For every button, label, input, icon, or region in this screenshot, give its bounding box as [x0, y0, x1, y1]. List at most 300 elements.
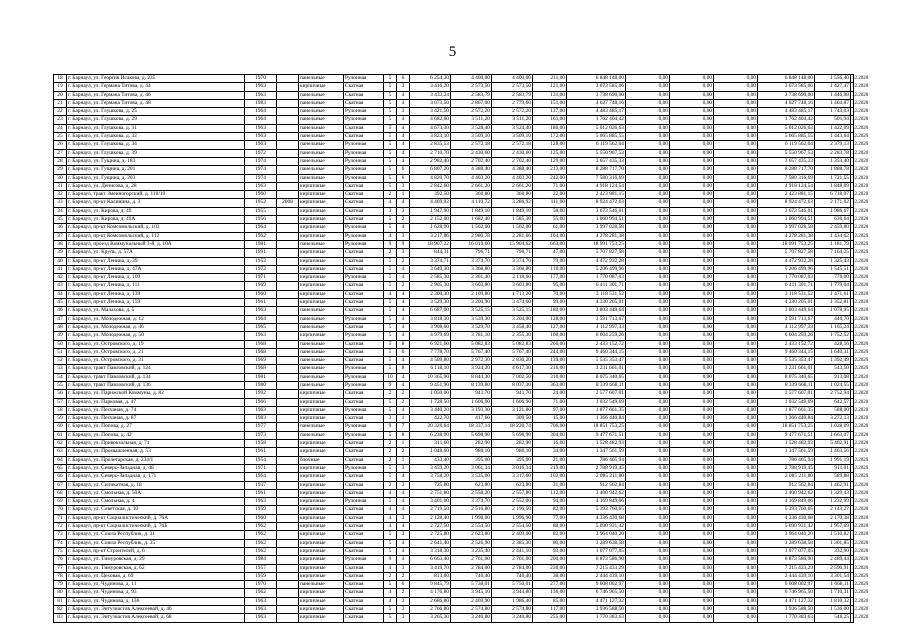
cell-roof-type: Скатная — [344, 481, 384, 489]
cell-roof-type: Скатная — [344, 506, 384, 514]
cell-unit-cost: 1 422,09 — [815, 124, 851, 132]
cell-unit-cost: 1 353,40 — [815, 157, 851, 165]
cell-floors: 4 — [384, 489, 397, 497]
cell-federal-funds: 0,00 — [626, 124, 670, 132]
table-row — [54, 307, 854, 315]
cell-unit-cost: 1 028,09 — [815, 423, 851, 431]
cell-floors: 5 — [384, 531, 397, 539]
cell-living-area: 3 509,10 — [451, 133, 492, 141]
cell-total-cost: 5 393 760,65 — [567, 506, 626, 514]
cell-residents: 15,00 — [533, 415, 567, 423]
cell-entrances: 4 — [397, 539, 410, 547]
cell-entrances: 4 — [397, 357, 410, 365]
cell-residential-area: 5 082,83 — [492, 340, 533, 348]
cell-floors: 2 — [384, 249, 397, 257]
cell-local-funds: 0,00 — [714, 415, 758, 423]
cell-residents: 102,00 — [533, 473, 567, 481]
cell-completion-date: 12.2020 — [852, 582, 869, 588]
cell-entrances: 4 — [397, 199, 410, 207]
cell-floors: 5 — [384, 83, 397, 91]
cell-total-area: 2 727,50 — [410, 523, 451, 531]
cell-regional-funds: 0,00 — [670, 124, 714, 132]
cell-total-area: 2 710,70 — [410, 149, 451, 157]
cell-year-reconstructed — [277, 224, 299, 232]
cell-federal-funds: 0,00 — [626, 75, 670, 83]
table-row — [54, 332, 854, 340]
cell-address: г. Барнаул, пр-кт Комсомольский, д. 112 — [67, 232, 245, 240]
table-row — [54, 572, 854, 580]
cell-row-number: 55 — [54, 381, 67, 389]
cell-completion-date: 12.2020 — [852, 192, 869, 198]
cell-local-funds: 0,00 — [714, 373, 758, 381]
cell-residential-area: 2 355,30 — [492, 332, 533, 340]
cell-row-number: 61 — [54, 431, 67, 439]
cell-completion-date: 12.2020 — [852, 441, 869, 447]
cell-year-built: 1962 — [245, 547, 277, 555]
cell-year-reconstructed — [277, 141, 299, 149]
cell-row-number: 51 — [54, 348, 67, 356]
cell-wall-material: панельные — [299, 174, 344, 182]
cell-row-number: 68 — [54, 489, 67, 497]
cell-residents: 77,00 — [533, 514, 567, 522]
cell-wall-material: панельные — [299, 91, 344, 99]
cell-living-area: 3 240,80 — [451, 614, 492, 622]
cell-residents: 85,00 — [533, 597, 567, 605]
cell-entrances: 4 — [397, 124, 410, 132]
cell-row-number: 37 — [54, 232, 67, 240]
cell-year-reconstructed — [277, 597, 299, 605]
cell-year-reconstructed — [277, 373, 299, 381]
cell-unit-cost: 1 556,40 — [815, 75, 851, 83]
cell-row-number: 63 — [54, 448, 67, 456]
cell-roof-type: Скатная — [344, 597, 384, 605]
cell-entrances: 1 — [397, 191, 410, 199]
cell-living-area: 2 980,78 — [451, 232, 492, 240]
cell-residential-area: 2 583,79 — [492, 91, 533, 99]
cell-total-area: 2 766,80 — [410, 606, 451, 614]
cell-regional-funds: 0,00 — [670, 182, 714, 190]
cell-row-number: 76 — [54, 556, 67, 564]
cell-wall-material: панельные — [299, 431, 344, 439]
cell-year-reconstructed — [277, 232, 299, 240]
cell-owners-funds: 1 770 383,63 — [758, 614, 815, 622]
cell-completion-date: 12.2020 — [852, 308, 869, 314]
cell-unit-cost: 1 181,79 — [815, 240, 851, 248]
cell-year-reconstructed — [277, 398, 299, 406]
cell-total-cost: 2 433 152,72 — [567, 340, 626, 348]
cell-federal-funds: 0,00 — [626, 390, 670, 398]
cell-local-funds: 0,00 — [714, 340, 758, 348]
cell-floors: 2 — [384, 572, 397, 580]
cell-wall-material: панельные — [299, 315, 344, 323]
cell-federal-funds: 0,00 — [626, 547, 670, 555]
cell-residential-area: 2 761,00 — [492, 556, 533, 564]
cell-roof-type: Скатная — [344, 390, 384, 398]
cell-entrances: 3 — [397, 514, 410, 522]
cell-living-area: 4 403,20 — [451, 174, 492, 182]
table-row — [54, 124, 854, 132]
cell-local-funds: 0,00 — [714, 556, 758, 564]
cell-residents: 242,00 — [533, 174, 567, 182]
cell-entrances: 4 — [397, 274, 410, 282]
cell-year-built: 1963 — [245, 133, 277, 141]
cell-roof-type: Рулонная — [344, 315, 384, 323]
cell-owners-funds: 912 562,84 — [758, 481, 815, 489]
cell-row-number: 41 — [54, 265, 67, 273]
cell-entrances: 4 — [397, 547, 410, 555]
cell-unit-cost: 1 443,64 — [815, 133, 851, 141]
cell-residents: 219,00 — [533, 464, 567, 472]
cell-entrances: 4 — [397, 473, 410, 481]
cell-owners-funds: 3 936 588,50 — [758, 606, 815, 614]
cell-wall-material: панельные — [299, 373, 344, 381]
cell-wall-material: кирпичные — [299, 299, 344, 307]
cell-wall-material: панельные — [299, 124, 344, 132]
cell-unit-cost: 3 301,54 — [815, 572, 851, 580]
cell-total-area: 2 686,80 — [410, 597, 451, 605]
cell-year-built: 1964 — [245, 224, 277, 232]
cell-roof-type: Скатная — [344, 398, 384, 406]
cell-wall-material: панельные — [299, 116, 344, 124]
cell-address: г. Барнаул, ул. Глушкова, д. 34 — [67, 141, 245, 149]
cell-total-cost: 6 848 148,00 — [567, 75, 626, 83]
cell-total-area: 422,70 — [410, 415, 451, 423]
cell-wall-material: кирпичные — [299, 464, 344, 472]
cell-living-area: 2 972,30 — [451, 357, 492, 365]
cell-owners-funds: 5 012 026,63 — [758, 124, 815, 132]
cell-regional-funds: 0,00 — [670, 348, 714, 356]
cell-completion-date: 12.2020 — [852, 416, 869, 422]
cell-wall-material: кирпичные — [299, 547, 344, 555]
cell-floors: 5 — [384, 182, 397, 190]
cell-living-area: 1 849,10 — [451, 207, 492, 215]
cell-floors: 4 — [384, 597, 397, 605]
cell-owners-funds: 4 112 997,33 — [758, 323, 815, 331]
cell-residential-area: 1 996,90 — [492, 514, 533, 522]
cell-unit-cost: 5 402,91 — [815, 440, 851, 448]
cell-unit-cost: 1 640,31 — [815, 348, 851, 356]
cell-row-number: 46 — [54, 307, 67, 315]
cell-owners-funds: 2 444 439,10 — [758, 572, 815, 580]
table-row — [54, 440, 854, 448]
cell-year-reconstructed — [277, 589, 299, 597]
cell-entrances: 4 — [397, 498, 410, 506]
table-row — [54, 108, 854, 116]
cell-total-cost: 6 411 301,71 — [567, 282, 626, 290]
cell-living-area: 2 572,20 — [451, 108, 492, 116]
cell-total-cost: 4 169 849,06 — [567, 498, 626, 506]
cell-total-cost: 5 065 885,55 — [567, 133, 626, 141]
cell-owners-funds: 1 032 549,69 — [758, 398, 815, 406]
cell-address: г. Барнаул, ул. Кирова, д. 49А — [67, 216, 245, 224]
cell-entrances: 4 — [397, 315, 410, 323]
cell-total-area: 3 758,20 — [410, 473, 451, 481]
table-row — [54, 75, 854, 83]
cell-local-funds: 0,00 — [714, 133, 758, 141]
cell-unit-cost: 7 164,25 — [815, 249, 851, 257]
cell-completion-date: 12.2020 — [852, 424, 869, 430]
cell-regional-funds: 0,00 — [670, 506, 714, 514]
table-row — [54, 481, 854, 489]
cell-living-area: 3 374,70 — [451, 498, 492, 506]
cell-row-number: 31 — [54, 182, 67, 190]
cell-local-funds: 0,00 — [714, 232, 758, 240]
cell-residential-area: 2 572,20 — [492, 108, 533, 116]
cell-floors: 5 — [384, 174, 397, 182]
cell-residents: 112,00 — [533, 489, 567, 497]
cell-total-area: 3 318,30 — [410, 547, 451, 555]
cell-roof-type: Скатная — [344, 182, 384, 190]
cell-year-reconstructed — [277, 473, 299, 481]
cell-roof-type: Скатная — [344, 606, 384, 614]
cell-row-number: 59 — [54, 415, 67, 423]
cell-residential-area: 1 606,90 — [492, 398, 533, 406]
cell-row-number: 53 — [54, 365, 67, 373]
cell-federal-funds: 0,00 — [626, 464, 670, 472]
cell-living-area: 2 572,18 — [451, 141, 492, 149]
cell-year-reconstructed — [277, 166, 299, 174]
table-row — [54, 99, 854, 107]
cell-residents: 177,00 — [533, 274, 567, 282]
cell-residents: 55,00 — [533, 216, 567, 224]
cell-year-reconstructed — [277, 274, 299, 282]
cell-owners-funds: 18 991 753,25 — [758, 240, 815, 248]
cell-address: г. Барнаул, ул. Гущина, д. 183 — [67, 157, 245, 165]
cell-floors: 5 — [384, 365, 397, 373]
cell-year-built: 1992 — [245, 390, 277, 398]
cell-federal-funds: 0,00 — [626, 398, 670, 406]
cell-entrances: 4 — [397, 406, 410, 414]
cell-entrances: 3 — [397, 232, 410, 240]
cell-floors: 2 — [384, 191, 397, 199]
cell-owners-funds: 6 746 965,50 — [758, 589, 815, 597]
cell-local-funds: 0,00 — [714, 539, 758, 547]
cell-completion-date: 12.2020 — [852, 374, 869, 380]
cell-total-area: 3 433,24 — [410, 91, 451, 99]
cell-address: г. Барнаул, ул. Пролетарская, д. 234/1 — [67, 456, 245, 464]
cell-roof-type: Скатная — [344, 340, 384, 348]
cell-year-reconstructed — [277, 357, 299, 365]
cell-local-funds: 0,00 — [714, 299, 758, 307]
cell-residential-area: 3 368,80 — [492, 265, 533, 273]
cell-federal-funds: 0,00 — [626, 199, 670, 207]
cell-wall-material: кирпичные — [299, 564, 344, 572]
cell-roof-type: Рулонная — [344, 116, 384, 124]
cell-unit-cost: 2 143,27 — [815, 506, 851, 514]
cell-wall-material: кирпичные — [299, 448, 344, 456]
table-row — [54, 340, 854, 348]
cell-roof-type: Рулонная — [344, 108, 384, 116]
cell-completion-date: 12.2020 — [852, 349, 869, 355]
cell-floors: 4 — [384, 514, 397, 522]
cell-year-built: 1970 — [245, 75, 277, 83]
cell-living-area: 16 019,60 — [451, 240, 492, 248]
cell-living-area: 3 945,10 — [451, 589, 492, 597]
cell-year-reconstructed — [277, 564, 299, 572]
cell-entrances: 6 — [397, 166, 410, 174]
cell-year-reconstructed — [277, 332, 299, 340]
cell-federal-funds: 0,00 — [626, 506, 670, 514]
cell-row-number: 19 — [54, 83, 67, 91]
cell-year-built: 1960 — [245, 191, 277, 199]
cell-row-number: 36 — [54, 224, 67, 232]
cell-owners-funds: 5 707 827,58 — [758, 249, 815, 257]
cell-total-cost: 1 877 661,35 — [567, 406, 626, 414]
table-row — [54, 523, 854, 531]
cell-completion-date: 12.2020 — [852, 109, 869, 115]
cell-unit-cost: 2 379,13 — [815, 141, 851, 149]
cell-year-reconstructed — [277, 249, 299, 257]
cell-regional-funds: 0,00 — [670, 481, 714, 489]
cell-local-funds: 0,00 — [714, 456, 758, 464]
cell-federal-funds: 0,00 — [626, 606, 670, 614]
cell-roof-type: Скатная — [344, 216, 384, 224]
cell-regional-funds: 0,00 — [670, 274, 714, 282]
cell-residents: 706,00 — [533, 423, 567, 431]
cell-entrances: 4 — [397, 489, 410, 497]
cell-owners-funds: 9 477 671,51 — [758, 431, 815, 439]
cell-address: г. Барнаул, тракт Змеиногорский, д. 110/10 — [67, 191, 245, 199]
cell-total-area: 4 509,80 — [410, 357, 451, 365]
cell-entrances: 4 — [397, 91, 410, 99]
cell-regional-funds: 0,00 — [670, 431, 714, 439]
cell-row-number: 29 — [54, 166, 67, 174]
cell-regional-funds: 0,00 — [670, 381, 714, 389]
cell-entrances: 3 — [397, 614, 410, 622]
cell-local-funds: 0,00 — [714, 149, 758, 157]
cell-year-reconstructed — [277, 265, 299, 273]
cell-living-area: 2 574,80 — [451, 606, 492, 614]
cell-year-built: 1981 — [245, 373, 277, 381]
cell-federal-funds: 0,00 — [626, 473, 670, 481]
cell-residential-area: 980,10 — [492, 448, 533, 456]
cell-federal-funds: 0,00 — [626, 299, 670, 307]
cell-federal-funds: 0,00 — [626, 415, 670, 423]
cell-owners-funds: 5 206 499,96 — [758, 265, 815, 273]
cell-year-reconstructed — [277, 307, 299, 315]
cell-year-built: 1963 — [245, 332, 277, 340]
cell-federal-funds: 0,00 — [626, 108, 670, 116]
cell-total-cost: 4 278 281,38 — [567, 232, 626, 240]
cell-completion-date: 12.2020 — [852, 573, 869, 579]
cell-residents: 363,00 — [533, 381, 567, 389]
cell-regional-funds: 0,00 — [670, 406, 714, 414]
cell-owners-funds: 3 591 713,67 — [758, 315, 815, 323]
cell-entrances: 8 — [397, 340, 410, 348]
table-row — [54, 274, 854, 282]
cell-wall-material: кирпичные — [299, 390, 344, 398]
cell-total-area: 3 401,00 — [410, 498, 451, 506]
cell-row-number: 56 — [54, 390, 67, 398]
cell-roof-type: Скатная — [344, 415, 384, 423]
cell-federal-funds: 0,00 — [626, 564, 670, 572]
cell-residents: 151,00 — [533, 99, 567, 107]
cell-wall-material: кирпичные — [299, 539, 344, 547]
cell-living-area: 18 337,14 — [451, 423, 492, 431]
cell-regional-funds: 0,00 — [670, 597, 714, 605]
cell-address: г. Барнаул, тракт Павловский, д. 136 — [67, 381, 245, 389]
cell-unit-cost: 2 459,80 — [815, 224, 851, 232]
cell-residents: 128,00 — [533, 315, 567, 323]
cell-address: г. Барнаул, ул. Островского, д. 21 — [67, 348, 245, 356]
cell-total-area: 6 118,10 — [410, 365, 451, 373]
cell-unit-cost: 1 462,91 — [815, 481, 851, 489]
cell-completion-date: 12.2020 — [852, 217, 869, 223]
cell-year-built: 1963 — [245, 597, 277, 605]
cell-local-funds: 0,00 — [714, 357, 758, 365]
cell-completion-date: 12.2020 — [852, 76, 869, 81]
cell-living-area: 2 516,80 — [451, 506, 492, 514]
cell-address: г. Барнаул, пр-кт Ленина, д. 139 — [67, 290, 245, 298]
cell-row-number: 43 — [54, 282, 67, 290]
cell-unit-cost: 1 545,51 — [815, 265, 851, 273]
cell-unit-cost: 1 752,52 — [815, 332, 851, 340]
cell-federal-funds: 0,00 — [626, 323, 670, 331]
cell-entrances: 3 — [397, 531, 410, 539]
cell-floors: 5 — [384, 224, 397, 232]
cell-entrances: 4 — [397, 116, 410, 124]
cell-regional-funds: 0,00 — [670, 614, 714, 622]
cell-total-area: 2 751,80 — [410, 489, 451, 497]
cell-completion-date: 12.2020 — [852, 100, 869, 106]
cell-wall-material: кирпичные — [299, 232, 344, 240]
cell-floors: 5 — [384, 299, 397, 307]
cell-regional-funds: 0,00 — [670, 357, 714, 365]
cell-total-cost: 3 738 690,00 — [567, 91, 626, 99]
cell-unit-cost: 6 718,07 — [815, 191, 851, 199]
cell-year-built: 1962 — [245, 589, 277, 597]
cell-entrances: 3 — [397, 564, 410, 572]
cell-address: г. Барнаул, ул. Тимуровская, д. 62 — [67, 564, 245, 572]
cell-completion-date: 12.2020 — [852, 482, 869, 488]
cell-row-number: 22 — [54, 108, 67, 116]
cell-year-reconstructed — [277, 348, 299, 356]
cell-local-funds: 0,00 — [714, 116, 758, 124]
cell-entrances: 6 — [397, 75, 410, 83]
cell-total-cost: 18 991 753,25 — [567, 240, 626, 248]
cell-total-cost: 5 012 026,63 — [567, 124, 626, 132]
cell-year-reconstructed — [277, 539, 299, 547]
cell-living-area: 2 526,90 — [451, 539, 492, 547]
cell-regional-funds: 0,00 — [670, 440, 714, 448]
cell-completion-date: 12.2020 — [852, 615, 869, 621]
cell-federal-funds: 0,00 — [626, 332, 670, 340]
cell-federal-funds: 0,00 — [626, 141, 670, 149]
cell-entrances: 3 — [397, 481, 410, 489]
cell-floors: 5 — [384, 398, 397, 406]
cell-regional-funds: 0,00 — [670, 75, 714, 83]
cell-regional-funds: 0,00 — [670, 299, 714, 307]
cell-address: г. Барнаул, ул. Смольная, д. 4 — [67, 498, 245, 506]
cell-floors: 2 — [384, 390, 397, 398]
cell-local-funds: 0,00 — [714, 274, 758, 282]
cell-address: г. Барнаул, ул. Глушкова, д. 25 — [67, 108, 245, 116]
cell-completion-date: 12.2020 — [852, 158, 869, 164]
cell-year-built: 1963 — [245, 91, 277, 99]
cell-total-cost: 3 673 585,06 — [567, 83, 626, 91]
cell-year-reconstructed — [277, 448, 299, 456]
cell-address: г. Барнаул, ул. Глушкова, д. 29 — [67, 116, 245, 124]
cell-total-cost: 1 060 994,51 — [567, 216, 626, 224]
cell-row-number: 20 — [54, 91, 67, 99]
cell-row-number: 34 — [54, 207, 67, 215]
cell-year-reconstructed — [277, 506, 299, 514]
cell-floors: 4 — [384, 290, 397, 298]
cell-total-cost: 1 528 482,93 — [567, 440, 626, 448]
cell-unit-cost: 1 404,87 — [815, 99, 851, 107]
cell-address: г. Барнаул, ул. Кирова, д. 49 — [67, 207, 245, 215]
table-row — [54, 116, 854, 124]
